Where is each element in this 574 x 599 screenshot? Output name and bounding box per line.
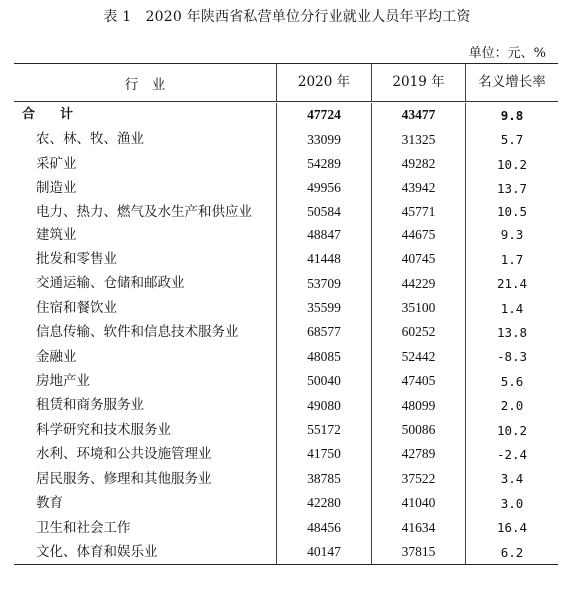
growth-rate: 10.5 (465, 201, 558, 223)
value-2019: 37815 (371, 540, 465, 564)
value-2020: 42280 (276, 491, 371, 515)
industry-name: 居民服务、修理和其他服务业 (36, 470, 212, 487)
table-title: 表 1 2020 年陕西省私营单位分行业就业人员年平均工资 (103, 9, 471, 25)
table-row (14, 296, 558, 320)
growth-rate: 1.7 (465, 247, 558, 271)
industry-name: 教育 (36, 495, 63, 512)
industry-name: 水利、环境和公共设施管理业 (36, 446, 212, 463)
table-row (14, 223, 558, 247)
wage-table (14, 63, 558, 565)
table-row (14, 418, 558, 442)
table-row (14, 516, 558, 540)
value-2020: 40147 (276, 540, 371, 564)
growth-rate: 2.0 (465, 393, 558, 417)
total-row (14, 103, 558, 127)
table-row (14, 247, 558, 271)
header-growth: 名义增长率 (465, 64, 558, 101)
value-2020: 48456 (276, 516, 371, 540)
table-row (14, 369, 558, 393)
table-row (14, 271, 558, 295)
header-industry: 行 业 (124, 76, 166, 93)
header-2019: 2019 年 (371, 64, 465, 101)
growth-rate: 1.4 (465, 296, 558, 320)
value-2019: 60252 (371, 320, 465, 344)
growth-rate: 3.4 (465, 467, 558, 491)
value-2020: 48847 (276, 223, 371, 247)
value-2020: 50040 (276, 369, 371, 393)
growth-rate: 5.6 (465, 369, 558, 393)
table-row (14, 491, 558, 515)
growth-rate: 10.2 (465, 418, 558, 442)
table-row (14, 345, 558, 369)
table-row (14, 127, 558, 151)
industry-name: 住宿和餐饮业 (36, 299, 117, 316)
total-2019: 43477 (371, 103, 465, 127)
growth-rate: 21.4 (465, 271, 558, 295)
value-2020: 38785 (276, 467, 371, 491)
industry-name: 采矿业 (36, 155, 77, 172)
total-label: 合 计 (22, 107, 80, 122)
value-2019: 48099 (371, 393, 465, 417)
value-2020: 68577 (276, 320, 371, 344)
industry-name: 交通运输、仓储和邮政业 (36, 275, 185, 292)
value-2020: 33099 (276, 127, 371, 151)
table-row (14, 467, 558, 491)
growth-rate: 16.4 (465, 516, 558, 540)
value-2020: 53709 (276, 271, 371, 295)
growth-rate: 6.2 (465, 540, 558, 564)
industry-name: 电力、热力、燃气及水生产和供应业 (36, 203, 252, 220)
table-header (14, 64, 558, 102)
value-2019: 40745 (371, 247, 465, 271)
industry-name: 农、林、牧、渔业 (36, 131, 144, 148)
growth-rate: 13.7 (465, 176, 558, 200)
industry-name: 信息传输、软件和信息技术服务业 (36, 324, 239, 341)
growth-rate: 3.0 (465, 491, 558, 515)
table-row (14, 393, 558, 417)
table-row (14, 442, 558, 466)
table-row (14, 176, 558, 200)
value-2020: 35599 (276, 296, 371, 320)
value-2019: 44675 (371, 223, 465, 247)
value-2020: 41448 (276, 247, 371, 271)
industry-name: 房地产业 (36, 373, 90, 390)
industry-name: 文化、体育和娱乐业 (36, 543, 158, 560)
header-2020: 2020 年 (276, 64, 371, 101)
growth-rate: 9.3 (465, 223, 558, 247)
value-2019: 45771 (371, 201, 465, 223)
total-growth: 9.8 (465, 103, 558, 127)
industry-name: 建筑业 (36, 226, 77, 243)
growth-rate: 5.7 (465, 127, 558, 151)
value-2019: 41634 (371, 516, 465, 540)
total-2020: 47724 (276, 103, 371, 127)
value-2019: 44229 (371, 271, 465, 295)
value-2019: 52442 (371, 345, 465, 369)
value-2019: 41040 (371, 491, 465, 515)
growth-rate: 13.8 (465, 320, 558, 344)
table-row (14, 540, 558, 564)
industry-name: 科学研究和技术服务业 (36, 421, 171, 438)
value-2019: 35100 (371, 296, 465, 320)
value-2020: 55172 (276, 418, 371, 442)
unit-label: 单位：元、% (468, 46, 546, 61)
growth-rate: -2.4 (465, 442, 558, 466)
value-2020: 49956 (276, 176, 371, 200)
value-2020: 41750 (276, 442, 371, 466)
industry-name: 卫生和社会工作 (36, 519, 131, 536)
value-2019: 31325 (371, 127, 465, 151)
industry-name: 批发和零售业 (36, 251, 117, 268)
table-body (14, 102, 558, 564)
value-2019: 43942 (371, 176, 465, 200)
value-2019: 42789 (371, 442, 465, 466)
value-2019: 50086 (371, 418, 465, 442)
industry-name: 制造业 (36, 180, 77, 197)
table-row (14, 320, 558, 344)
value-2020: 48085 (276, 345, 371, 369)
value-2020: 49080 (276, 393, 371, 417)
value-2020: 54289 (276, 152, 371, 176)
value-2019: 47405 (371, 369, 465, 393)
table-row (14, 201, 558, 223)
value-2020: 50584 (276, 201, 371, 223)
growth-rate: -8.3 (465, 345, 558, 369)
growth-rate: 10.2 (465, 152, 558, 176)
industry-name: 金融业 (36, 348, 77, 365)
industry-name: 租赁和商务服务业 (36, 397, 144, 414)
table-row (14, 152, 558, 176)
value-2019: 37522 (371, 467, 465, 491)
value-2019: 49282 (371, 152, 465, 176)
